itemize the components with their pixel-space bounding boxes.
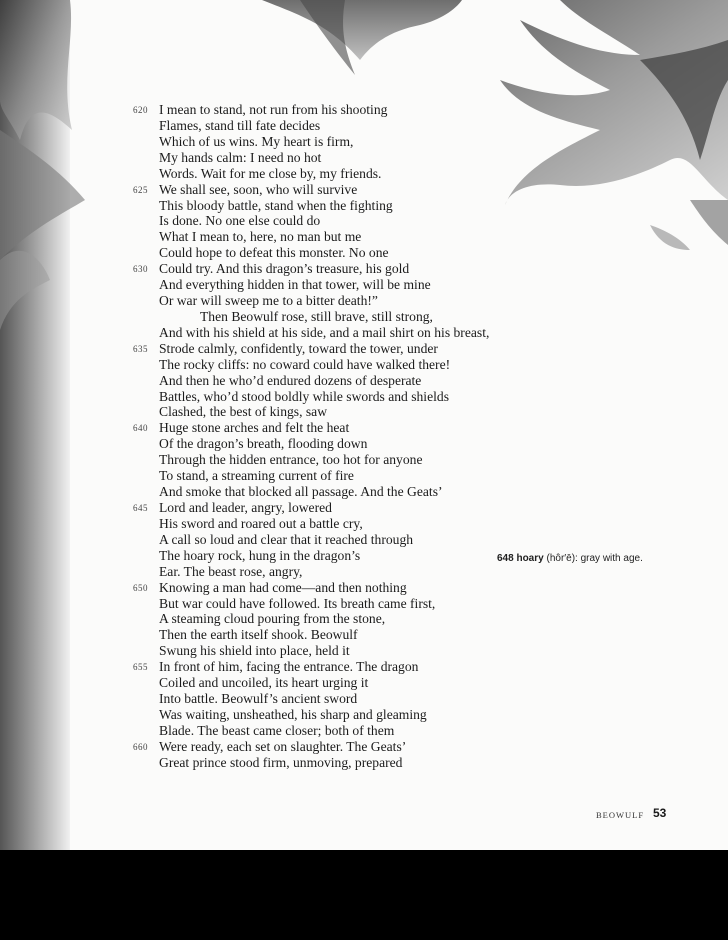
line-text: His sword and roared out a battle cry, [159, 515, 363, 531]
line-text: I mean to stand, not run from his shooting [159, 102, 388, 117]
line-number: 635 [133, 343, 148, 354]
line-text: Great prince stood firm, unmoving, prepared [159, 754, 403, 770]
line-text: But war could have followed. Its breath came first, [159, 595, 436, 611]
line-text: Then Beowulf rose, still brave, still strong, [200, 308, 433, 324]
line-text: Swung his shield into place, held it [159, 643, 350, 659]
line-text: Battles, who’d stood boldly while swords and shields [159, 388, 449, 404]
footnote [497, 553, 643, 564]
line-text: We shall see, soon, who will survive [159, 181, 358, 197]
line-text: And everything hidden in that tower, will be mine [159, 277, 431, 293]
line-text: This bloody battle, stand when the fighting [159, 197, 393, 213]
footnote-term: 648 hoary [497, 553, 544, 564]
line-text: Clashed, the best of kings, saw [159, 404, 328, 420]
line-text: Is done. No one else could do [159, 213, 321, 229]
line-text: A call so loud and clear that it reached through [159, 531, 414, 547]
line-text: And with his shield at his side, and a mail shirt on his breast, [159, 324, 490, 340]
line-number: 645 [133, 503, 148, 513]
line-text: What I mean to, here, no man but me [159, 229, 362, 245]
line-text: Could try. And this dragon’s treasure, his gold [159, 261, 410, 277]
line-text: Which of us wins. My heart is firm, [159, 133, 354, 149]
line-text: Lord and leader, angry, lowered [159, 500, 332, 515]
line-text: Then the earth itself shook. Beowulf [159, 627, 358, 643]
footnote-definition: (hôr′ē): gray with age. [546, 553, 643, 564]
line-number: 640 [133, 423, 148, 434]
line-text: Of the dragon’s breath, flooding down [159, 436, 368, 452]
line-text: Huge stone arches and felt the heat [159, 420, 350, 436]
line-text: Was waiting, unsheathed, his sharp and gleaming [159, 706, 427, 722]
line-text: Coiled and uncoiled, its heart urging it [159, 675, 369, 691]
line-text: Knowing a man had come—and then nothing [159, 579, 407, 595]
line-number: 655 [133, 662, 148, 673]
page-number: 53 [653, 806, 667, 820]
line-number: 620 [133, 105, 148, 115]
line-text: Blade. The beast came closer; both of them [159, 722, 395, 738]
line-text: Into battle. Beowulf’s ancient sword [159, 691, 358, 707]
line-number: 650 [133, 582, 148, 593]
line-text: In front of him, facing the entrance. The dragon [159, 659, 419, 675]
line-text: The hoary rock, hung in the dragon’s [159, 547, 361, 563]
running-head: BEOWULF [596, 810, 645, 820]
line-text: The rocky cliffs: no coward could have walked there! [159, 356, 451, 372]
line-text: Strode calmly, confidently, toward the tower, under [159, 340, 438, 356]
line-number: 630 [133, 264, 148, 275]
line-text: To stand, a streaming current of fire [159, 468, 354, 484]
line-number: 660 [133, 741, 148, 752]
line-text: Ear. The beast rose, angry, [159, 563, 303, 579]
line-text: Words. Wait for me close by, my friends. [159, 165, 382, 181]
line-text: My hands calm: I need no hot [159, 149, 322, 165]
line-number: 625 [133, 184, 148, 195]
line-text: Through the hidden entrance, too hot for anyone [159, 452, 423, 468]
line-text: Or war will sweep me to a bitter death!” [159, 293, 378, 309]
line-text: Were ready, each set on slaughter. The Geats’ [159, 738, 407, 754]
line-text: Could hope to defeat this monster. No one [159, 245, 389, 261]
line-text: Flames, stand till fate decides [159, 117, 321, 133]
line-text: And then he who’d endured dozens of desperate [159, 372, 422, 388]
line-text: A steaming cloud pouring from the stone, [159, 611, 386, 627]
line-text: And smoke that blocked all passage. And the Geats’ [159, 484, 443, 500]
